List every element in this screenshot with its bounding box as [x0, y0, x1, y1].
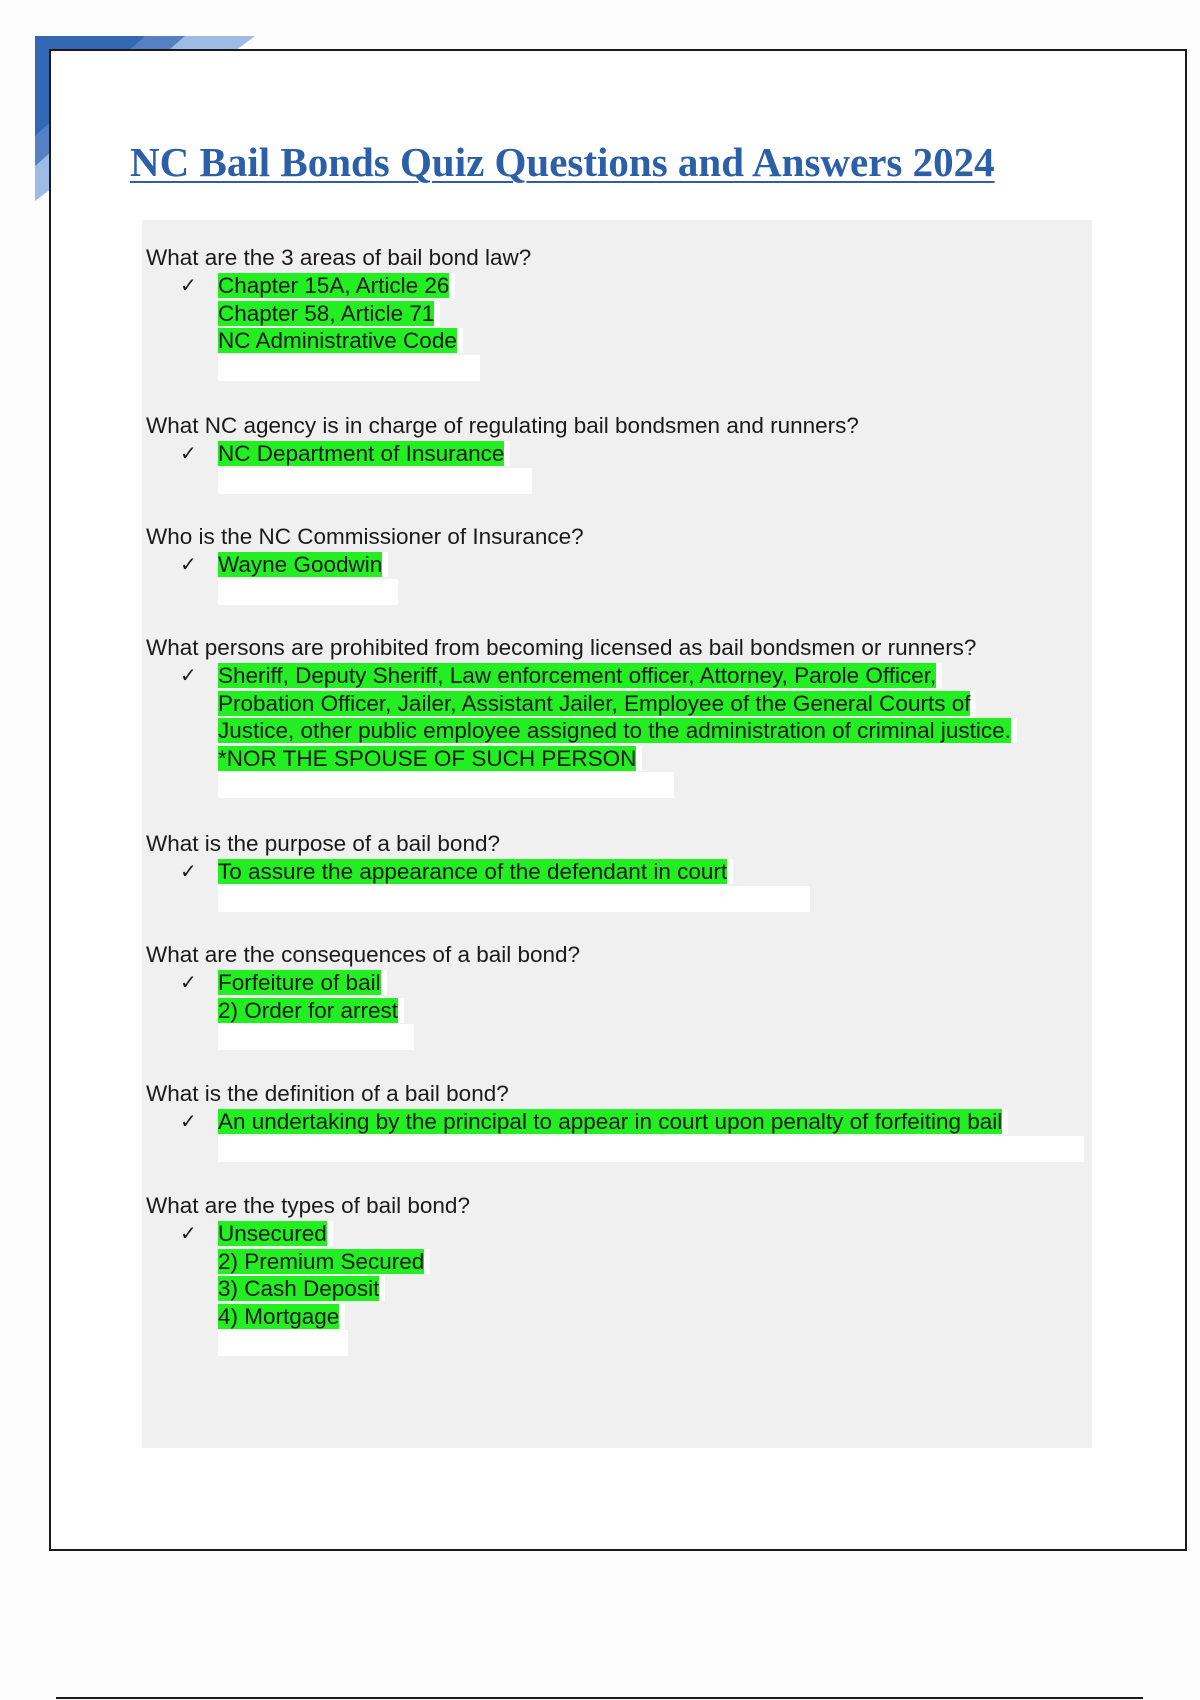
spacer — [218, 579, 398, 605]
document-title: NC Bail Bonds Quiz Questions and Answers 2024 — [130, 139, 995, 185]
spacer — [218, 1330, 348, 1356]
question-text: What NC agency is in charge of regulating bail bondsmen and runners? — [146, 413, 859, 438]
answer-line: Unsecured — [218, 1221, 327, 1246]
answer-line: Forfeiture of bail — [218, 970, 381, 995]
answer-line: Wayne Goodwin — [218, 552, 383, 577]
spacer — [218, 468, 532, 494]
check-icon: ✓ — [180, 972, 197, 994]
answer-list — [142, 662, 1092, 772]
check-icon: ✓ — [180, 443, 197, 465]
answer-line: *NOR THE SPOUSE OF SUCH PERSON — [218, 745, 637, 771]
answer-line: Chapter 58, Article 71 — [218, 300, 435, 326]
qa-item — [142, 1192, 1092, 1356]
answer-line: 3) Cash Deposit — [218, 1276, 380, 1301]
check-icon: ✓ — [180, 554, 197, 576]
check-icon: ✓ — [180, 1111, 197, 1133]
qa-panel — [142, 220, 1092, 1448]
answer-line: Sheriff, Deputy Sheriff, Law enforcement officer, Attorney, Parole Officer, — [218, 663, 937, 688]
qa-item — [142, 941, 1092, 1050]
question-text: What are the consequences of a bail bond? — [146, 942, 581, 967]
question-text: Who is the NC Commissioner of Insurance? — [146, 524, 584, 549]
qa-item — [142, 1080, 1092, 1162]
spacer — [218, 355, 480, 381]
answer-line: 2) Premium Secured — [218, 1248, 425, 1274]
answer-line: Chapter 15A, Article 26 — [218, 273, 450, 298]
qa-item — [142, 244, 1092, 381]
answer-line: An undertaking by the principal to appear in court upon penalty of forfeiting bail — [218, 1109, 1003, 1134]
spacer — [218, 886, 810, 912]
answer-line: NC Administrative Code — [218, 328, 457, 353]
answer-list — [142, 440, 1092, 468]
spacer — [218, 1024, 414, 1050]
answer-line: To assure the appearance of the defendant in court — [218, 859, 728, 884]
answer-line: Justice, other public employee assigned to the administration of criminal justice. — [218, 718, 1011, 743]
question-text: What persons are prohibited from becoming licensed as bail bondsmen or runners? — [146, 635, 977, 660]
answer-list — [142, 969, 1092, 1024]
answer-line: 4) Mortgage — [218, 1303, 340, 1329]
check-icon: ✓ — [180, 275, 197, 297]
check-icon: ✓ — [180, 665, 197, 687]
answer-line: NC Department of Insurance — [218, 441, 505, 466]
answer-list — [142, 551, 1092, 579]
answer-line: 2) Order for arrest — [218, 997, 399, 1023]
question-text: What are the 3 areas of bail bond law? — [146, 245, 532, 270]
check-icon: ✓ — [180, 861, 197, 883]
question-text: What is the definition of a bail bond? — [146, 1081, 509, 1106]
qa-item — [142, 634, 1092, 798]
qa-item — [142, 523, 1092, 605]
answer-list — [142, 1108, 1092, 1136]
qa-item — [142, 412, 1092, 494]
qa-item — [142, 830, 1092, 912]
answer-list — [142, 272, 1092, 355]
answer-line: Probation Officer, Jailer, Assistant Jailer, Employee of the General Courts of — [218, 690, 971, 716]
check-icon: ✓ — [180, 1223, 197, 1245]
question-text: What are the types of bail bond? — [146, 1193, 470, 1218]
answer-list — [142, 1220, 1092, 1330]
spacer — [218, 1136, 1084, 1162]
answer-list — [142, 858, 1092, 886]
spacer — [218, 772, 674, 798]
question-text: What is the purpose of a bail bond? — [146, 831, 500, 856]
footer-rule — [56, 1697, 1143, 1699]
